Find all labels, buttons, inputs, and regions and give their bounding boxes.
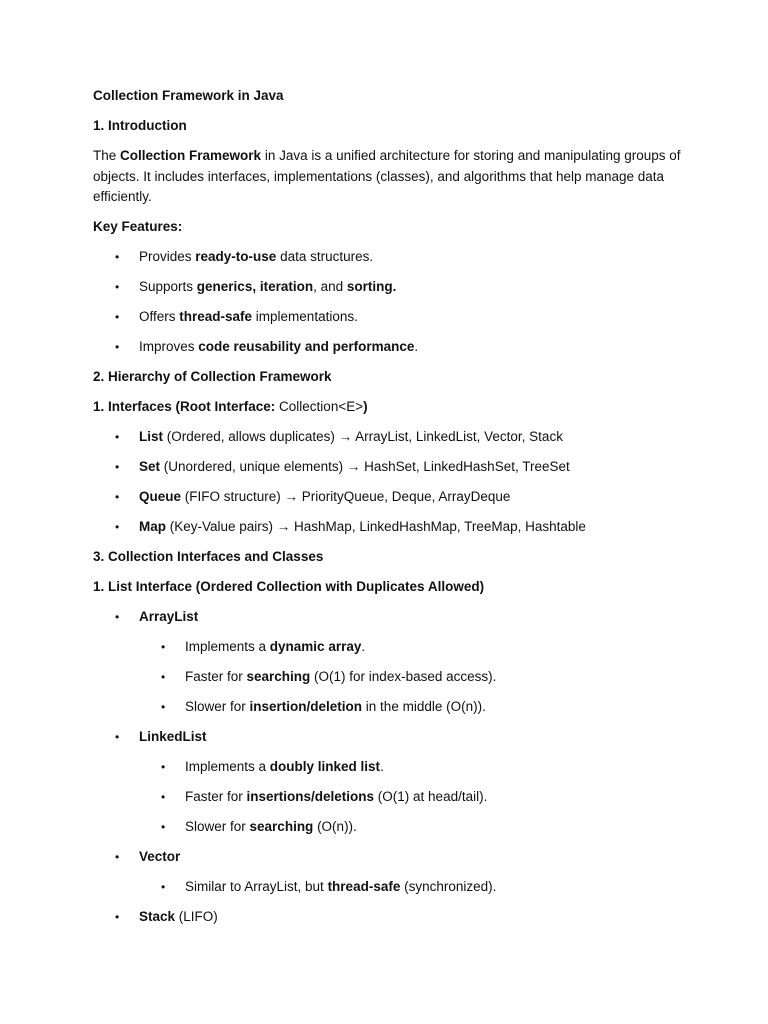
vector-point: • Similar to ArrayList, but thread-safe (synchronized). bbox=[93, 877, 683, 898]
bullet-icon: • bbox=[161, 640, 166, 654]
interfaces-subheading: 1. Interfaces (Root Interface: Collection<E>) bbox=[93, 399, 368, 414]
hierarchy-item-map: • Map (Key-Value pairs) → HashMap, LinkedHashMap, TreeMap, Hashtable bbox=[93, 517, 683, 538]
bullet-icon: • bbox=[161, 880, 166, 894]
bullet-icon: • bbox=[115, 340, 120, 354]
document-page bbox=[93, 86, 683, 928]
class-item-stack: • Stack (LIFO) bbox=[93, 907, 683, 928]
intro-paragraph: The Collection Framework in Java is a unified architecture for storing and manipulating groups of objects. It includes interfaces, implementations (classes), and algorithms that help manage data efficiently. bbox=[93, 148, 681, 204]
linkedlist-point: • Faster for insertions/deletions (O(1) at head/tail). bbox=[93, 787, 683, 808]
bullet-icon: • bbox=[115, 310, 120, 324]
bullet-icon: • bbox=[161, 700, 166, 714]
arraylist-point: • Slower for insertion/deletion in the middle (O(n)). bbox=[93, 697, 683, 718]
bullet-icon: • bbox=[161, 760, 166, 774]
linkedlist-point: • Implements a doubly linked list. bbox=[93, 757, 683, 778]
hierarchy-item-list: • List (Ordered, allows duplicates) → ArrayList, LinkedList, Vector, Stack bbox=[93, 427, 683, 448]
section-hierarchy-heading: 2. Hierarchy of Collection Framework bbox=[93, 369, 332, 384]
bullet-icon: • bbox=[115, 850, 120, 864]
bullet-icon: • bbox=[115, 490, 120, 504]
class-item-vector: • Vector bbox=[93, 847, 683, 868]
arraylist-point: • Faster for searching (O(1) for index-based access). bbox=[93, 667, 683, 688]
bullet-icon: • bbox=[161, 670, 166, 684]
list-interface-subheading: 1. List Interface (Ordered Collection with Duplicates Allowed) bbox=[93, 579, 485, 594]
arraylist-point: • Implements a dynamic array. bbox=[93, 637, 683, 658]
class-item-linkedlist: • LinkedList bbox=[93, 727, 683, 748]
section-introduction-heading: 1. Introduction bbox=[93, 118, 187, 133]
bullet-icon: • bbox=[115, 910, 120, 924]
document-title: Collection Framework in Java bbox=[93, 88, 284, 103]
feature-item: • Provides ready-to-use data structures. bbox=[93, 247, 683, 268]
bullet-icon: • bbox=[161, 820, 166, 834]
bullet-icon: • bbox=[115, 730, 120, 744]
hierarchy-item-set: • Set (Unordered, unique elements) → HashSet, LinkedHashSet, TreeSet bbox=[93, 457, 683, 478]
feature-item: • Supports generics, iteration, and sorting. bbox=[93, 277, 683, 298]
linkedlist-point: • Slower for searching (O(n)). bbox=[93, 817, 683, 838]
section-interfaces-heading: 3. Collection Interfaces and Classes bbox=[93, 549, 324, 564]
bullet-icon: • bbox=[115, 460, 120, 474]
bullet-icon: • bbox=[115, 430, 120, 444]
hierarchy-item-queue: • Queue (FIFO structure) → PriorityQueue, Deque, ArrayDeque bbox=[93, 487, 683, 508]
bullet-icon: • bbox=[161, 790, 166, 804]
bullet-icon: • bbox=[115, 250, 120, 264]
bullet-icon: • bbox=[115, 520, 120, 534]
bullet-icon: • bbox=[115, 280, 120, 294]
feature-item: • Offers thread-safe implementations. bbox=[93, 307, 683, 328]
feature-item: • Improves code reusability and performance. bbox=[93, 337, 683, 358]
class-item-arraylist: • ArrayList bbox=[93, 607, 683, 628]
bullet-icon: • bbox=[115, 610, 120, 624]
key-features-heading: Key Features: bbox=[93, 219, 183, 234]
